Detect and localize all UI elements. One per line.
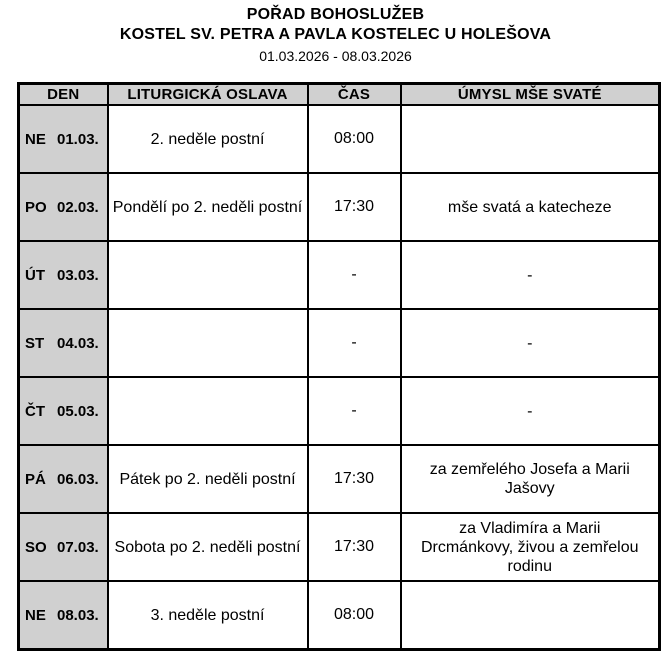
day-abbreviation: NE [25,130,46,148]
church-name: KOSTEL SV. PETRA A PAVLA KOSTELEC U HOLEŠOVA [119,26,552,43]
day-date: 05.03. [57,402,99,420]
schedule-table [17,82,661,651]
mass-intention-cell: za Vladimíra a Marii Drcmánkovy, živou a zemřelou rodinu [401,513,660,581]
liturgical-celebration-cell: 3. neděle postní [108,581,308,650]
liturgical-celebration-cell: Pátek po 2. neděli postní [108,445,308,513]
column-header-time: ČAS [308,84,401,106]
column-header-mass-intention: ÚMYSL MŠE SVATÉ [401,84,660,106]
table-header-row [19,84,660,106]
time-cell: 08:00 [308,105,401,173]
time-cell: - [308,309,401,377]
column-header-liturgical-celebration: LITURGICKÁ OSLAVA [108,84,308,106]
document-header [0,0,671,65]
liturgical-celebration-cell [108,309,308,377]
day-cell [19,173,108,241]
day-date: 08.03. [57,606,99,624]
day-abbreviation: NE [25,606,46,624]
day-date: 06.03. [57,470,99,488]
table-row [19,377,660,445]
day-cell [19,513,108,581]
table-row [19,445,660,513]
day-date: 03.03. [57,266,99,284]
page-title: POŘAD BOHOSLUŽEB [246,6,425,23]
day-cell [19,377,108,445]
day-cell [19,445,108,513]
day-date: 07.03. [57,538,99,556]
day-abbreviation: ST [25,334,45,352]
day-cell [19,105,108,173]
time-cell: 17:30 [308,445,401,513]
mass-intention-cell: za zemřelého Josefa a Marii Jašovy [401,445,660,513]
mass-intention-cell: mše svatá a katecheze [401,173,660,241]
date-range: 01.03.2026 - 08.03.2026 [259,48,412,64]
table-row [19,241,660,309]
liturgical-celebration-cell [108,377,308,445]
time-cell: - [308,241,401,309]
day-cell [19,309,108,377]
day-abbreviation: ČT [25,402,45,420]
day-abbreviation: PÁ [25,470,46,488]
day-abbreviation: PO [25,198,47,216]
mass-intention-cell [401,581,660,650]
day-abbreviation: ÚT [25,266,45,284]
schedule-table-body [19,105,660,650]
time-cell: 08:00 [308,581,401,650]
table-row [19,581,660,650]
table-row [19,309,660,377]
table-row [19,105,660,173]
day-date: 04.03. [57,334,99,352]
time-cell: - [308,377,401,445]
liturgical-celebration-cell: Sobota po 2. neděli postní [108,513,308,581]
liturgical-celebration-cell: 2. neděle postní [108,105,308,173]
time-cell: 17:30 [308,513,401,581]
mass-intention-cell: - [401,309,660,377]
table-row [19,173,660,241]
day-cell [19,241,108,309]
mass-intention-cell: - [401,241,660,309]
column-header-den: DEN [19,84,108,106]
day-date: 02.03. [57,198,99,216]
mass-intention-cell [401,105,660,173]
table-row [19,513,660,581]
day-cell [19,581,108,650]
day-date: 01.03. [57,130,99,148]
liturgical-celebration-cell [108,241,308,309]
liturgical-celebration-cell: Pondělí po 2. neděli postní [108,173,308,241]
day-abbreviation: SO [25,538,47,556]
mass-intention-cell: - [401,377,660,445]
time-cell: 17:30 [308,173,401,241]
